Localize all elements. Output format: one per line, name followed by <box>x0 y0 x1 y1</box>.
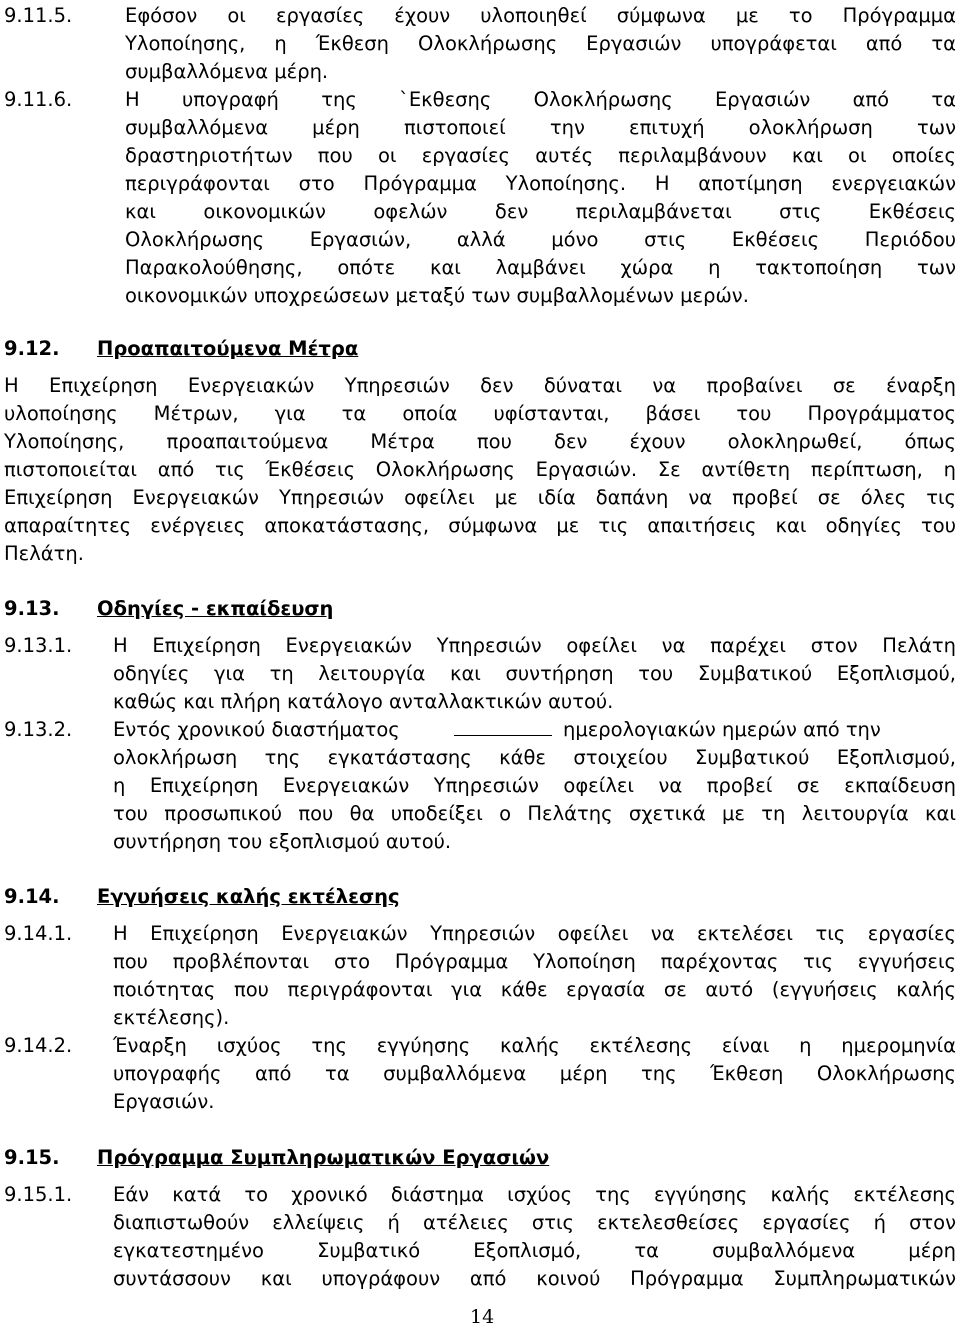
clause-line: συμβαλλόμενα μέρη. <box>125 60 329 83</box>
heading-title: Προαπαιτούμενα Μέτρα <box>97 337 359 360</box>
clause-line: συντήρηση του εξοπλισμού αυτού. <box>113 830 452 853</box>
paragraph-line: Επιχείρηση Ενεργειακών Υπηρεσιών οφείλει με ιδία δαπάνη να προβεί σε όλες τις <box>4 486 956 509</box>
clause-line: Η Επιχείρηση Ενεργειακών Υπηρεσιών οφείλει να εκτελέσει τις εργασίες <box>113 922 956 945</box>
heading-number: 9.13. <box>4 597 60 620</box>
clause-line: συμβαλλόμενα μέρη πιστοποιεί την επιτυχή ολοκλήρωση των <box>125 116 956 139</box>
clause-line: ολοκλήρωση της εγκατάστασης κάθε στοιχείου Συμβατικού Εξοπλισμού, <box>113 746 956 769</box>
page-number: 14 <box>470 1306 495 1328</box>
clause-line: Εργασιών. <box>113 1090 215 1113</box>
clause-number: 9.15.1. <box>4 1183 73 1206</box>
paragraph-line: απαραίτητες ενέργειες αποκατάστασης, σύμφωνα με τις απαιτήσεις και οδηγίες του <box>4 514 956 537</box>
clause-number: 9.13.1. <box>4 634 73 657</box>
heading-number: 9.15. <box>4 1146 60 1169</box>
clause-number: 9.11.6. <box>4 88 73 111</box>
clause-number: 9.11.5. <box>4 4 73 27</box>
clause-line: Παρακολούθησης, οπότε και λαμβάνει χώρα η τακτοποίηση των <box>125 256 956 279</box>
clause-line-part: Εντός χρονικού διαστήματος <box>113 718 400 741</box>
clause-line: υπογραφής από τα συμβαλλόμενα μέρη της Έκθεση Ολοκλήρωσης <box>113 1062 956 1085</box>
paragraph-line: Η Επιχείρηση Ενεργειακών Υπηρεσιών δεν δύναται να προβαίνει σε έναρξη <box>4 374 956 397</box>
paragraph-line: Υλοποίησης, προαπαιτούμενα Μέτρα που δεν έχουν ολοκληρωθεί, όπως <box>4 430 956 453</box>
clause-line: συντάσσουν και υπογράφουν από κοινού Πρόγραμμα Συμπληρωματικών <box>113 1267 956 1290</box>
clause-line: δραστηριοτήτων που οι εργασίες αυτές περιλαμβάνουν και οι οποίες <box>125 144 956 167</box>
heading-number: 9.14. <box>4 885 60 908</box>
heading-title: Πρόγραμμα Συμπληρωματικών Εργασιών <box>97 1146 550 1169</box>
heading-number: 9.12. <box>4 337 60 360</box>
clause-line: η Επιχείρηση Ενεργειακών Υπηρεσιών οφείλει να προβεί σε εκπαίδευση <box>113 774 956 797</box>
clause-line: Εφόσον οι εργασίες έχουν υλοποιηθεί σύμφωνα με το Πρόγραμμα <box>125 4 956 27</box>
clause-line: Έναρξη ισχύος της εγγύησης καλής εκτέλεσης είναι η ημερομηνία <box>113 1034 956 1057</box>
heading-title: Εγγυήσεις καλής εκτέλεσης <box>97 885 400 908</box>
blank-line <box>448 718 558 741</box>
heading-title: Οδηγίες - εκπαίδευση <box>97 597 334 620</box>
clause-line: καθώς και πλήρη κατάλογο ανταλλακτικών αυτού. <box>113 690 614 713</box>
clause-line: διαπιστωθούν ελλείψεις ή ατέλειες στις εκτελεσθείσες εργασίες ή στον <box>113 1211 956 1234</box>
clause-line: Η Επιχείρηση Ενεργειακών Υπηρεσιών οφείλει να παρέχει στον Πελάτη <box>113 634 956 657</box>
clause-line: Υλοποίησης, η Έκθεση Ολοκλήρωσης Εργασιών υπογράφεται από τα <box>125 32 956 55</box>
clause-line: και οικονομικών οφελών δεν περιλαμβάνεται στις Εκθέσεις <box>125 200 956 223</box>
clause-number: 9.14.1. <box>4 922 73 945</box>
clause-line: εκτέλεσης). <box>113 1006 230 1029</box>
clause-line: ποιότητας που περιγράφονται για κάθε εργασία σε αυτό (εγγυήσεις καλής <box>113 978 956 1001</box>
clause-number: 9.13.2. <box>4 718 73 741</box>
paragraph-line: Πελάτη. <box>4 542 84 565</box>
clause-line: οδηγίες για τη λειτουργία και συντήρηση του Συμβατικού Εξοπλισμού, <box>113 662 956 685</box>
clause-line: εγκατεστημένο Συμβατικό Εξοπλισμό, τα συμβαλλόμενα μέρη <box>113 1239 956 1262</box>
clause-line-part: ημερολογιακών ημερών από την <box>563 718 881 741</box>
clause-number: 9.14.2. <box>4 1034 73 1057</box>
clause-line: Ολοκλήρωσης Εργασιών, αλλά μόνο στις Εκθέσεις Περιόδου <box>125 228 956 251</box>
clause-line: του προσωπικού που θα υποδείξει ο Πελάτης σχετικά με τη λειτουργία και <box>113 802 956 825</box>
paragraph-line: υλοποίησης Μέτρων, για τα οποία υφίστανται, βάσει του Προγράμματος <box>4 402 956 425</box>
clause-line: Η υπογραφή της `Εκθεσης Ολοκλήρωσης Εργασιών από τα <box>125 88 956 111</box>
clause-line: Εάν κατά το χρονικό διάστημα ισχύος της εγγύησης καλής εκτέλεσης <box>113 1183 956 1206</box>
clause-line: οικονομικών υποχρεώσεων μεταξύ των συμβαλλομένων μερών. <box>125 284 749 307</box>
clause-line: που προβλέπονται στο Πρόγραμμα Υλοποίηση παρέχοντας τις εγγυήσεις <box>113 950 956 973</box>
paragraph-line: πιστοποιείται από τις Έκθέσεις Ολοκλήρωσης Εργασιών. Σε αντίθετη περίπτωση, η <box>4 458 956 481</box>
clause-line: περιγράφονται στο Πρόγραμμα Υλοποίησης. Η αποτίμηση ενεργειακών <box>125 172 956 195</box>
